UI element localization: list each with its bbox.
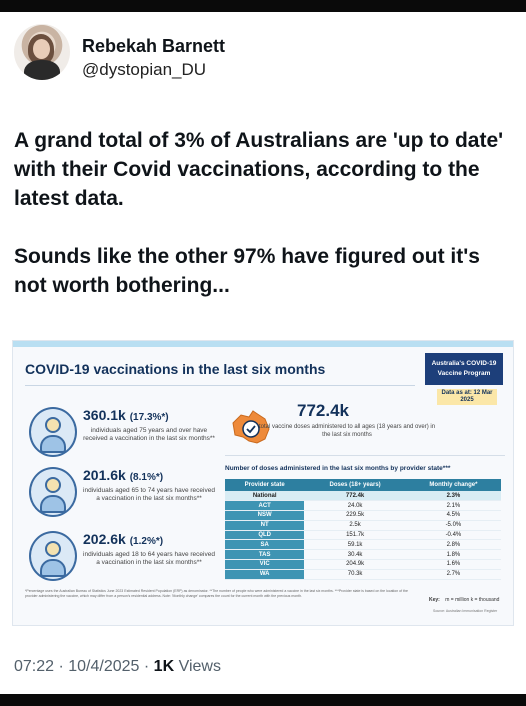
total-section-divider xyxy=(225,455,505,456)
age-group-description: individuals aged 75 years and over have received a vaccination in the last six months** xyxy=(83,427,215,442)
table-row xyxy=(225,501,501,511)
state-cell: SA xyxy=(225,540,304,550)
program-badge: Australia's COVID-19 Vaccine Program xyxy=(425,353,503,385)
header-monthly-change: Monthly change* xyxy=(406,479,501,491)
change-cell: -5.0% xyxy=(406,520,501,530)
table-row xyxy=(225,520,501,530)
change-cell: 2.8% xyxy=(406,540,501,550)
age-group-description: individuals aged 65 to 74 years have received a vaccination in the last six months** xyxy=(83,487,215,502)
avatar-face xyxy=(33,39,50,59)
change-cell: 1.6% xyxy=(406,560,501,570)
key-thousand: k = thousand xyxy=(470,597,500,603)
table-row xyxy=(225,511,501,521)
table-row xyxy=(225,540,501,550)
author-name[interactable]: Rebekah Barnett xyxy=(82,36,226,56)
state-cell: VIC xyxy=(225,560,304,570)
views-label: Views xyxy=(178,658,221,675)
infographic-top-strip xyxy=(13,341,514,347)
table-row xyxy=(225,550,501,560)
state-cell: QLD xyxy=(225,530,304,540)
person-icon xyxy=(29,467,77,517)
doses-cell: 30.4k xyxy=(304,550,405,560)
doses-cell: 772.4k xyxy=(304,491,405,501)
adult-person-icon xyxy=(29,531,77,581)
data-date-badge: Data as at: 12 Mar 2025 xyxy=(437,389,497,405)
data-source: Source: Australian Immunisation Register xyxy=(433,609,498,613)
header-provider-state: Provider state xyxy=(225,479,304,491)
doses-cell: 2.5k xyxy=(304,520,405,530)
author-handle[interactable]: @dystopian_DU xyxy=(82,60,207,79)
doses-cell: 24.0k xyxy=(304,501,405,511)
tweet-body xyxy=(14,126,514,329)
state-cell: WA xyxy=(225,569,304,579)
state-cell: National xyxy=(225,491,304,501)
author-avatar[interactable] xyxy=(14,24,70,80)
age-group-18-64 xyxy=(25,529,215,587)
key-million: m = million xyxy=(445,597,470,603)
table-row xyxy=(225,560,501,570)
state-table-title: Number of doses administered in the last six months by provider state*** xyxy=(225,465,451,472)
bottom-black-bar xyxy=(0,694,526,706)
doses-cell: 70.3k xyxy=(304,569,405,579)
elderly-person-icon xyxy=(29,407,77,457)
infographic-title: COVID-19 vaccinations in the last six months xyxy=(25,361,326,377)
infographic-footnotes: *Percentage uses the Australian Bureau of Statistics June 2023 Estimated Resident Population (ERP) as denominator. **The number of people who were administered a vaccine in the last six months. ***Provider state is based on the location of the provider administering the vaccine, which may differ from a person's residential address. Note: 'Monthly change' compares the count for the current month with the previous month. xyxy=(25,589,408,598)
doses-cell: 204.9k xyxy=(304,560,405,570)
key-label: Key: xyxy=(429,597,440,603)
state-cell: NT xyxy=(225,520,304,530)
age-group-description: individuals aged 18 to 64 years have received a vaccination in the last six months** xyxy=(83,551,215,566)
state-cell: TAS xyxy=(225,550,304,560)
top-black-bar xyxy=(0,0,526,12)
age-group-count: 202.6k (1.2%*) xyxy=(83,531,164,547)
doses-cell: 151.7k xyxy=(304,530,405,540)
tweet-timestamp[interactable]: 07:22 · 10/4/2025 · xyxy=(14,658,150,675)
unit-key xyxy=(429,597,499,603)
change-cell: 2.7% xyxy=(406,569,501,579)
doses-by-state-table xyxy=(225,479,501,580)
total-doses-number: 772.4k xyxy=(297,401,349,420)
change-cell: 2.3% xyxy=(406,491,501,501)
change-cell: 1.8% xyxy=(406,550,501,560)
infographic-title-divider xyxy=(25,385,415,386)
doses-cell: 229.5k xyxy=(304,511,405,521)
doses-cell: 59.1k xyxy=(304,540,405,550)
header-doses: Doses (18+ years) xyxy=(304,479,405,491)
state-cell: ACT xyxy=(225,501,304,511)
change-cell: 2.1% xyxy=(406,501,501,511)
tweet-paragraph-2: Sounds like the other 97% have figured out it's not worth bothering... xyxy=(14,245,480,297)
table-row xyxy=(225,569,501,579)
tweet-meta xyxy=(14,658,221,676)
state-cell: NSW xyxy=(225,511,304,521)
table-row xyxy=(225,530,501,540)
tweet-paragraph-1: A grand total of 3% of Australians are 'up to date' with their Covid vaccinations, according to the latest data. xyxy=(14,129,504,210)
age-group-65-74 xyxy=(25,465,215,523)
change-cell: -0.4% xyxy=(406,530,501,540)
avatar-body xyxy=(24,60,60,80)
table-header-row xyxy=(225,479,501,491)
attached-infographic-image[interactable] xyxy=(12,340,514,626)
views-count: 1K xyxy=(153,658,175,675)
age-group-count: 360.1k (17.3%*) xyxy=(83,407,169,423)
change-cell: 4.5% xyxy=(406,511,501,521)
total-doses-description: total vaccine doses administered to all ages (18 years and over) in the last six months xyxy=(258,424,436,438)
table-row xyxy=(225,491,501,501)
age-group-count: 201.6k (8.1%*) xyxy=(83,467,164,483)
age-group-75-plus xyxy=(25,405,215,463)
